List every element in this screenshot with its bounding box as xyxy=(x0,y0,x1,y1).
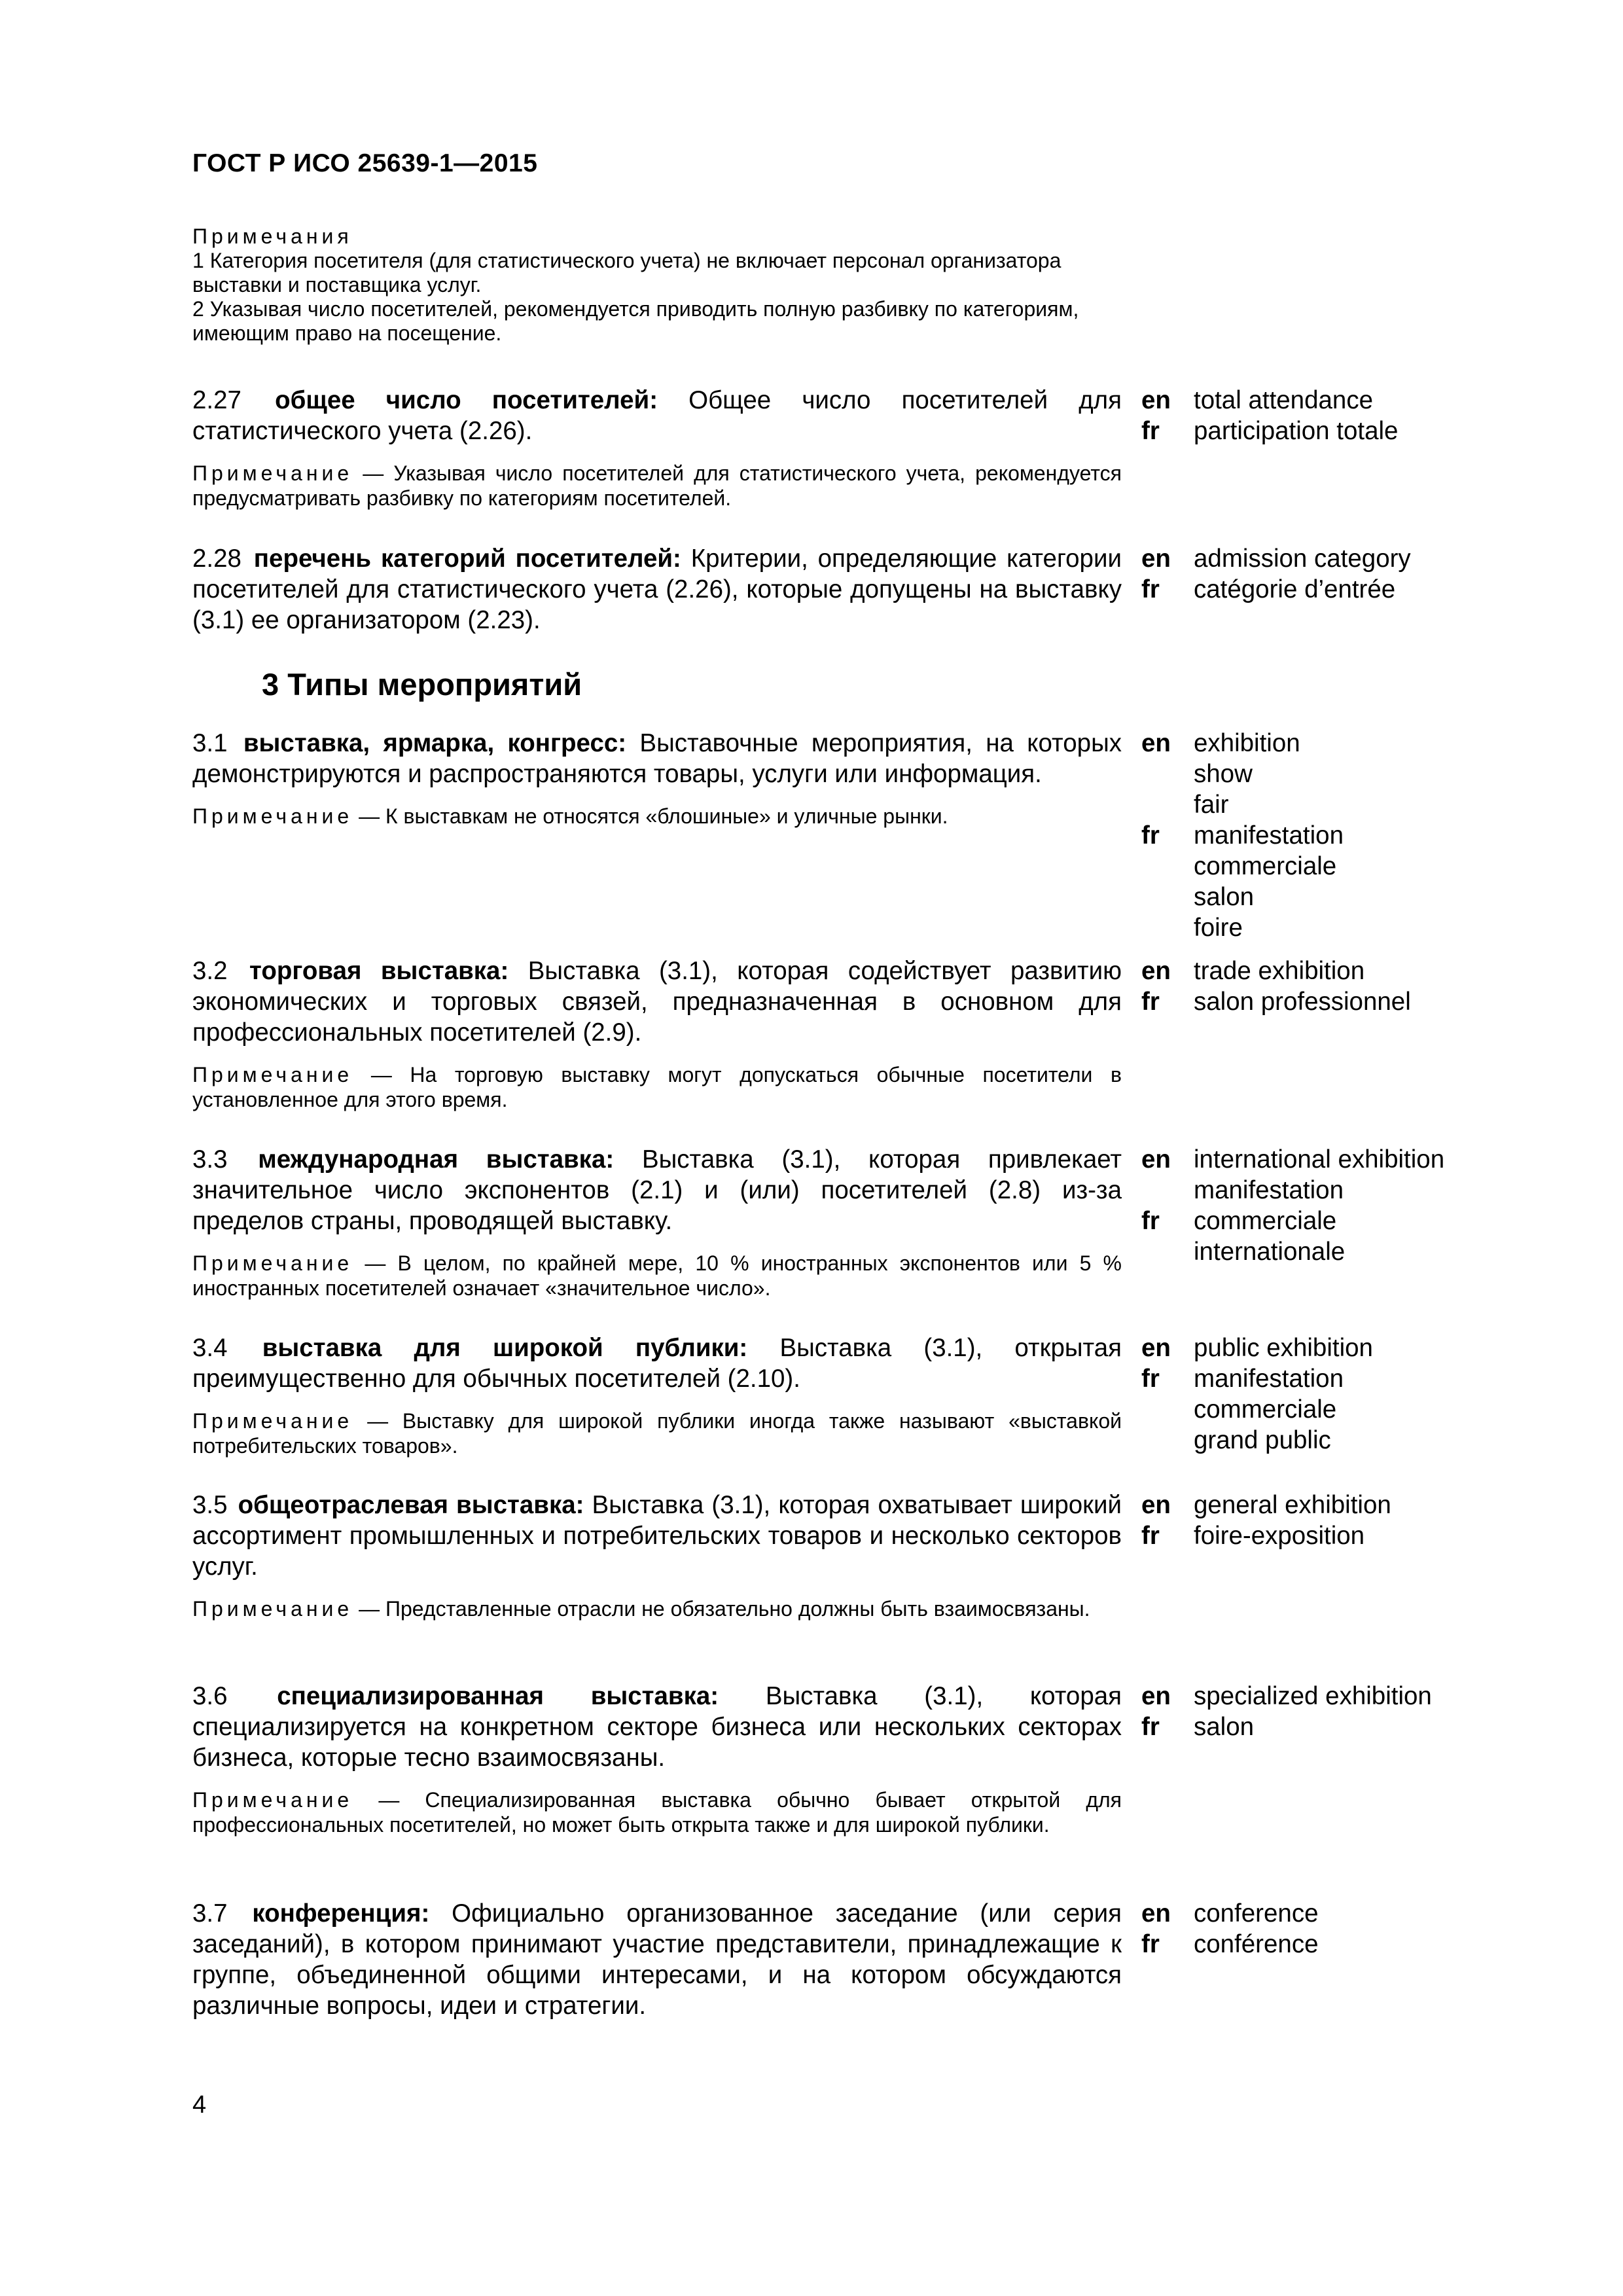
lang-code-en: en xyxy=(1141,729,1171,757)
lang-code-fr: fr xyxy=(1141,1930,1160,1958)
term-fr: commerciale internationale xyxy=(1194,1207,1346,1266)
entry-note xyxy=(192,804,1122,829)
lang-code-en: en xyxy=(1141,1334,1171,1362)
term-definition: Выставка (3.1), которая содействует развитию экономических и торговых связей, предназначенная в основном для профессиональных посетителей (2.9). xyxy=(192,957,1122,1047)
equivalents xyxy=(1141,1490,1567,1551)
equivalents xyxy=(1141,1333,1567,1456)
definition xyxy=(192,728,1122,829)
term-fr: catégorie d’entrée xyxy=(1194,575,1396,603)
term-name: общеотраслевая выставка: xyxy=(238,1491,584,1519)
entry-note xyxy=(192,1787,1122,1837)
term-en: conference xyxy=(1194,1899,1319,1928)
note-label: Примечание xyxy=(192,804,353,828)
lang-code-en: en xyxy=(1141,545,1171,573)
term-definition: Критерии, определяющие категории посетителей для статистического учета (2.26), которые допущены на выставку (3.1) ее организатором (2.23). xyxy=(192,545,1122,634)
lang-code-en: en xyxy=(1141,386,1171,414)
lang-code-fr: fr xyxy=(1141,1207,1160,1235)
definition xyxy=(192,1144,1122,1300)
equivalents xyxy=(1141,1144,1567,1267)
lang-code-fr: fr xyxy=(1141,417,1160,445)
notes-label: Примечания xyxy=(192,224,353,248)
section-heading xyxy=(262,666,582,702)
term-definition: Выставка (3.1), которая привлекает значительное число экспонентов (2.1) и (или) посетителей (2.8) из-за пределов страны, проводящей выставку. xyxy=(192,1145,1122,1235)
note-text: — К выставкам не относятся «блошиные» и уличные рынки. xyxy=(359,804,948,828)
lang-code-en: en xyxy=(1141,1899,1171,1928)
entry-note xyxy=(192,1596,1122,1621)
term-fr: manifestation commerciale salon foire xyxy=(1194,821,1344,942)
term-number: 3.5 xyxy=(192,1491,228,1519)
note-item: 1 Категория посетителя (для статистического учета) не включает персонал организатора выставки и поставщика услуг. xyxy=(192,249,1061,296)
equivalents xyxy=(1141,1898,1567,1960)
equivalents xyxy=(1141,543,1567,605)
term-name: выставка, ярмарка, конгресс: xyxy=(243,729,627,757)
term-name: общее число посетителей: xyxy=(275,386,658,414)
term-number: 2.27 xyxy=(192,386,241,414)
lang-code-en: en xyxy=(1141,957,1171,985)
term-fr: salon professionnel xyxy=(1194,988,1411,1016)
term-number: 3.6 xyxy=(192,1682,228,1710)
lang-code-fr: fr xyxy=(1141,575,1160,603)
term-definition: Общее число посетителей для статистического учета (2.26). xyxy=(192,386,1122,445)
lang-code-fr: fr xyxy=(1141,988,1160,1016)
definition xyxy=(192,1681,1122,1837)
definition xyxy=(192,956,1122,1112)
note-text: — Указывая число посетителей для статистического учета, рекомендуется предусматривать разбивку по категориям посетителей. xyxy=(192,461,1122,510)
term-en: international exhibition manifestation xyxy=(1194,1145,1445,1204)
equivalents xyxy=(1141,385,1567,446)
note-label: Примечание xyxy=(192,461,353,485)
page-number: 4 xyxy=(192,2091,207,2119)
entry-note xyxy=(192,1062,1122,1112)
note-label: Примечание xyxy=(192,1251,353,1275)
definition xyxy=(192,1333,1122,1458)
section-number: 3 xyxy=(262,667,279,702)
term-en: general exhibition xyxy=(1194,1491,1391,1519)
term-number: 3.2 xyxy=(192,957,228,985)
term-fr: conférence xyxy=(1194,1930,1319,1958)
lang-code-fr: fr xyxy=(1141,1522,1160,1550)
term-fr: salon xyxy=(1194,1713,1255,1741)
term-en: exhibition show fair xyxy=(1194,729,1300,819)
term-number: 3.3 xyxy=(192,1145,228,1174)
term-number: 2.28 xyxy=(192,545,241,573)
definition xyxy=(192,1490,1122,1621)
term-name: выставка для широкой публики: xyxy=(262,1334,748,1362)
note-text: — Специализированная выставка обычно бывает открытой для профессиональных посетителей, но может быть открыта также и для широкой публики. xyxy=(192,1788,1122,1837)
note-label: Примечание xyxy=(192,1409,353,1433)
equivalents xyxy=(1141,728,1567,943)
term-en: total attendance xyxy=(1194,386,1373,414)
lang-code-fr: fr xyxy=(1141,1365,1160,1393)
note-text: — Представленные отрасли не обязательно должны быть взаимосвязаны. xyxy=(359,1597,1090,1621)
entry-note xyxy=(192,1408,1122,1458)
term-en: trade exhibition xyxy=(1194,957,1365,985)
term-fr: participation totale xyxy=(1194,417,1399,445)
entry-note xyxy=(192,1251,1122,1300)
term-name: торговая выставка: xyxy=(249,957,509,985)
equivalents xyxy=(1141,956,1567,1017)
lang-code-en: en xyxy=(1141,1491,1171,1519)
note-text: — В целом, по крайней мере, 10 % иностранных экспонентов или 5 % иностранных посетителей означает «значительное число». xyxy=(192,1251,1122,1300)
definition xyxy=(192,1898,1122,2021)
note-label: Примечание xyxy=(192,1597,353,1621)
term-number: 3.4 xyxy=(192,1334,228,1362)
term-definition: Официально организованное заседание (или серия заседаний), в котором принимают участие представители, принадлежащие к группе, объединенной общими интересами, и на котором обсуждаются различные вопросы, идеи и стратегии. xyxy=(192,1899,1122,2020)
term-definition: Выставка (3.1), открытая преимущественно для обычных посетителей (2.10). xyxy=(192,1334,1122,1393)
equivalents xyxy=(1141,1681,1567,1742)
term-number: 3.7 xyxy=(192,1899,228,1928)
term-definition: Выставка (3.1), которая охватывает широкий ассортимент промышленных и потребительских товаров и несколько секторов услуг. xyxy=(192,1491,1122,1581)
term-en: admission category xyxy=(1194,545,1411,573)
term-name: перечень категорий посетителей: xyxy=(253,545,681,573)
note-text: — Выставку для широкой публики иногда также называют «выставкой потребительских товаров». xyxy=(192,1409,1122,1458)
note-text: — На торговую выставку могут допускаться обычные посетители в установленное для этого время. xyxy=(192,1063,1122,1111)
note-label: Примечание xyxy=(192,1063,353,1086)
note-item: 2 Указывая число посетителей, рекомендуется приводить полную разбивку по категориям, имеющим право на посещение. xyxy=(192,297,1079,345)
term-en: specialized exhibition xyxy=(1194,1682,1432,1710)
document-header: ГОСТ Р ИСО 25639-1—2015 xyxy=(192,149,538,177)
section-title: Типы мероприятий xyxy=(287,667,582,702)
term-name: конференция: xyxy=(252,1899,430,1928)
lang-code-en: en xyxy=(1141,1145,1171,1174)
term-fr: manifestation commerciale grand public xyxy=(1194,1365,1344,1454)
note-label: Примечание xyxy=(192,1788,353,1812)
term-name: специализированная выставка: xyxy=(277,1682,719,1710)
entry-note xyxy=(192,461,1122,511)
top-notes xyxy=(192,224,1122,346)
term-definition: Выставка (3.1), которая специализируется на конкретном секторе бизнеса или нескольких секторах бизнеса, которые тесно взаимосвязаны. xyxy=(192,1682,1122,1772)
term-fr: foire-exposition xyxy=(1194,1522,1365,1550)
definition xyxy=(192,543,1122,636)
term-definition: Выставочные мероприятия, на которых демонстрируются и распространяются товары, услуги или информация. xyxy=(192,729,1122,788)
lang-code-en: en xyxy=(1141,1682,1171,1710)
definition xyxy=(192,385,1122,511)
term-en: public exhibition xyxy=(1194,1334,1373,1362)
lang-code-fr: fr xyxy=(1141,1713,1160,1741)
term-number: 3.1 xyxy=(192,729,228,757)
term-name: международная выставка: xyxy=(258,1145,615,1174)
lang-code-fr: fr xyxy=(1141,821,1160,850)
